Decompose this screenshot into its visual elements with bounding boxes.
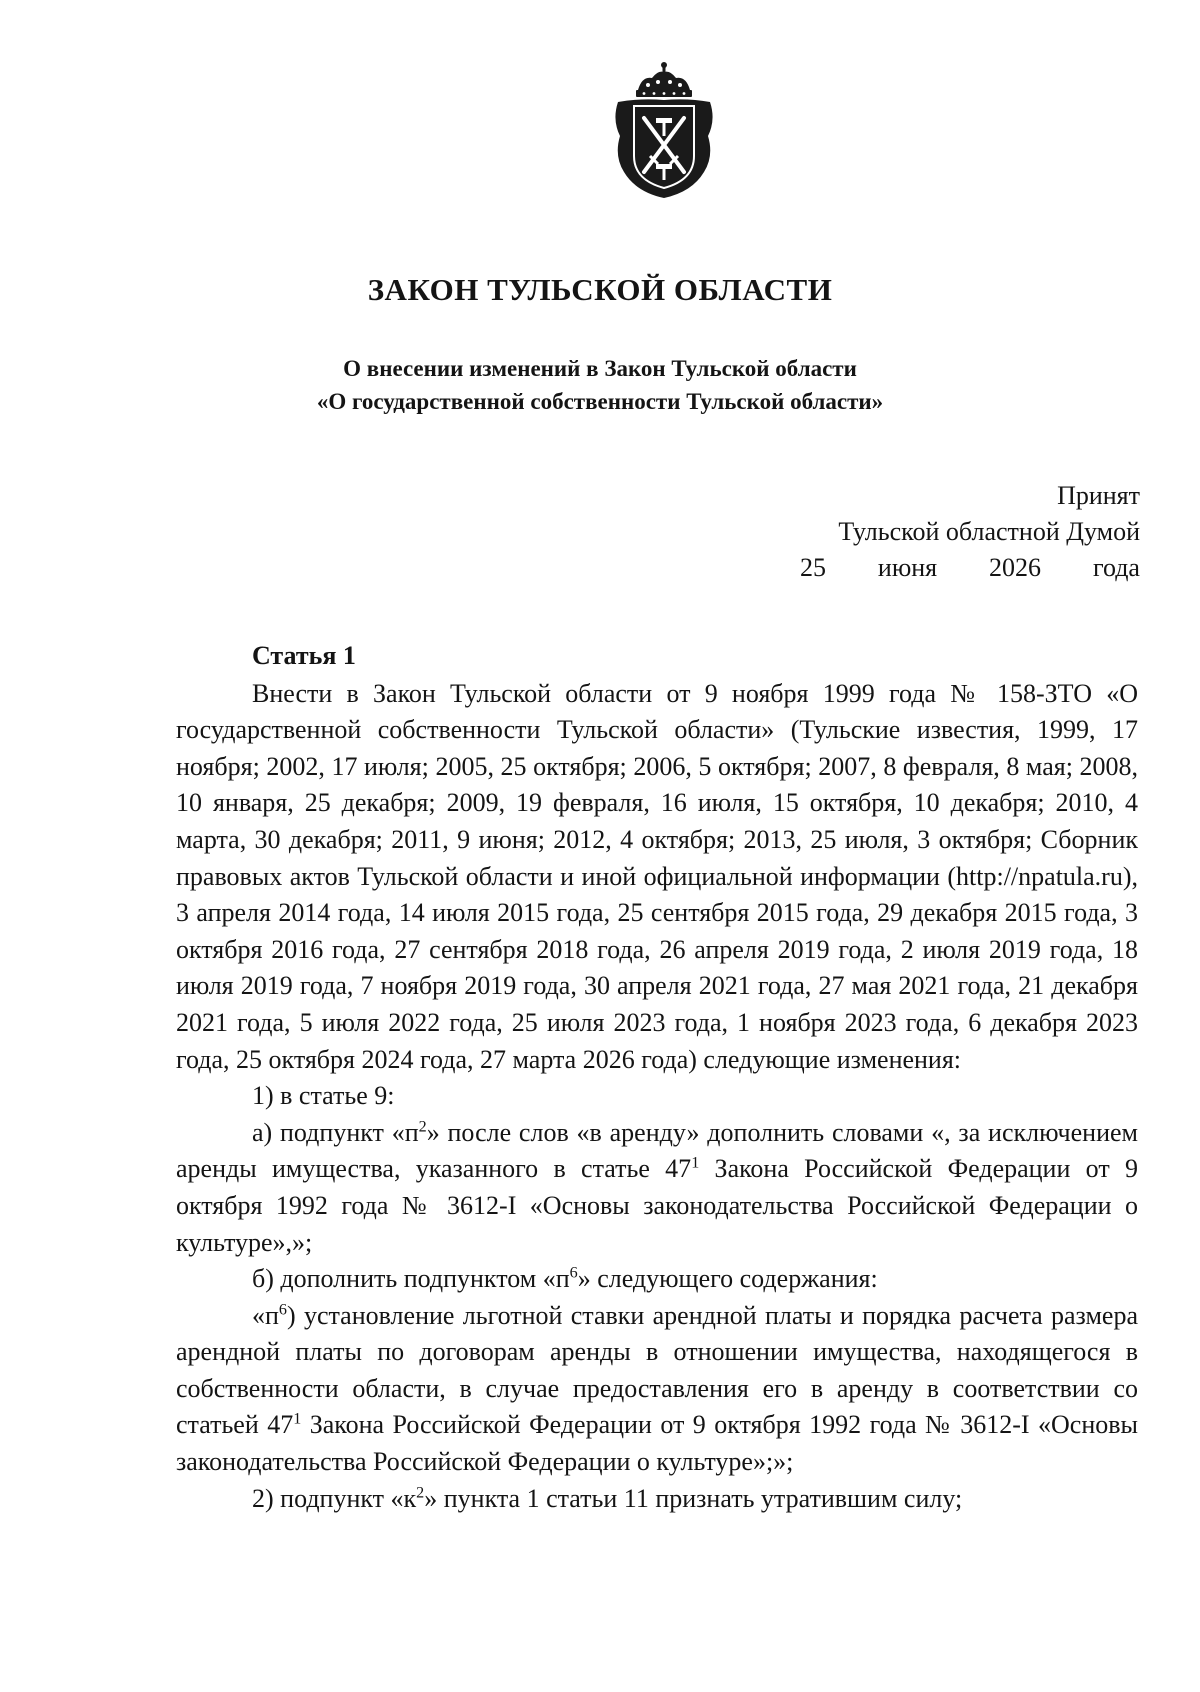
article-subitem-b xyxy=(176,1261,1138,1298)
item-2-text-2: » пункта 1 статьи 11 признать утратившим силу; xyxy=(424,1483,963,1513)
adoption-year-word: года xyxy=(1092,553,1140,582)
subitem-b-text-2: » следующего содержания: xyxy=(577,1264,878,1294)
document-body xyxy=(176,638,1138,1517)
document-subtitle xyxy=(0,352,1200,418)
subtitle-line-1: О внесении изменений в Закон Тульской области xyxy=(343,356,857,381)
subitem-a-superscript: 2 xyxy=(418,1118,427,1136)
article-item-2 xyxy=(176,1481,1138,1518)
quoted-subitem-text-1: «п xyxy=(252,1300,279,1330)
subitem-a-text-3: Закона Российской Федерации от 9 октября 1992 года № 3612-I «Основы законодательства Российской Федерации о культуре»,»; xyxy=(176,1154,1139,1257)
subtitle-line-2: «О государственной собственности Тульской области» xyxy=(316,389,884,414)
quoted-subitem-text-2: ) установление льготной ставки арендной платы и порядка расчета размера арендной платы по договорам аренды в отношении имущества, находящегося в собственности области, в случае предоставления его в аренду в соответствии со статьей 47 xyxy=(176,1300,1138,1440)
subitem-b-text-1: б) дополнить подпунктом «п xyxy=(252,1264,570,1294)
subitem-a-superscript-2: 1 xyxy=(691,1154,700,1172)
adoption-date xyxy=(800,550,1140,586)
article-subitem-a xyxy=(176,1115,1138,1261)
adoption-month: июня xyxy=(877,553,938,582)
document-title: ЗАКОН ТУЛЬСКОЙ ОБЛАСТИ xyxy=(367,272,833,307)
adoption-block xyxy=(800,478,1140,586)
quoted-subitem-text-3: Закона Российской Федерации от 9 октября 1992 года № 3612-I «Основы законодательства Российской Федерации о культуре»;»; xyxy=(176,1410,1138,1477)
adoption-line-2: Тульской областной Думой xyxy=(838,517,1140,546)
adoption-line-1: Принят xyxy=(1057,481,1140,510)
item-2-superscript: 2 xyxy=(416,1484,425,1501)
subitem-a-text-2: » после слов «в аренду» дополнить словами «, за исключением аренды имущества, указанного в статье 47 xyxy=(176,1117,1138,1184)
quoted-subitem-superscript: 6 xyxy=(278,1301,287,1319)
quoted-subitem-superscript-2: 1 xyxy=(293,1410,302,1428)
article-item-1: 1) в статье 9: xyxy=(252,1081,395,1111)
tula-coat-of-arms-emblem xyxy=(608,60,720,200)
item-2-text-1: 2) подпункт «к xyxy=(252,1483,417,1513)
adoption-day: 25 xyxy=(800,553,826,582)
subitem-b-superscript: 6 xyxy=(569,1264,578,1282)
article-heading: Статья 1 xyxy=(252,641,356,670)
article-paragraph-intro: Внести в Закон Тульской области от 9 ноября 1999 года № 158-ЗТО «О государственной собственности Тульской области» (Тульские известия, 1999, 17 ноября; 2002, 17 июля; 2005, 25 октября; 2006, 5 октября; 2007, 8 февраля, 8 мая; 2008, 10 января, 25 декабря; 2009, 19 февраля, 16 июля, 15 октября, 10 декабря; 2010, 4 марта, 30 декабря; 2011, 9 июня; 2012, 4 октября; 2013, 25 июля, 3 октября; Сборник правовых актов Тульской области и иной официальной информации (http://npatula.ru), 3 апреля 2014 года, 14 июля 2015 года, 25 сентября 2015 года, 29 декабря 2015 года, 3 октября 2016 года, 27 сентября 2018 года, 26 апреля 2019 года, 2 июля 2019 года, 18 июля 2019 года, 7 ноября 2019 года, 30 апреля 2021 года, 27 мая 2021 года, 21 декабря 2021 года, 5 июля 2022 года, 25 июля 2023 года, 1 ноября 2023 года, 6 декабря 2023 года, 25 октября 2024 года, 27 марта 2026 года) следующие изменения: xyxy=(176,678,1138,1074)
subitem-a-text-1: а) подпункт «п xyxy=(252,1117,419,1147)
article-quoted-subitem xyxy=(176,1298,1138,1481)
adoption-year: 2026 xyxy=(989,553,1042,582)
